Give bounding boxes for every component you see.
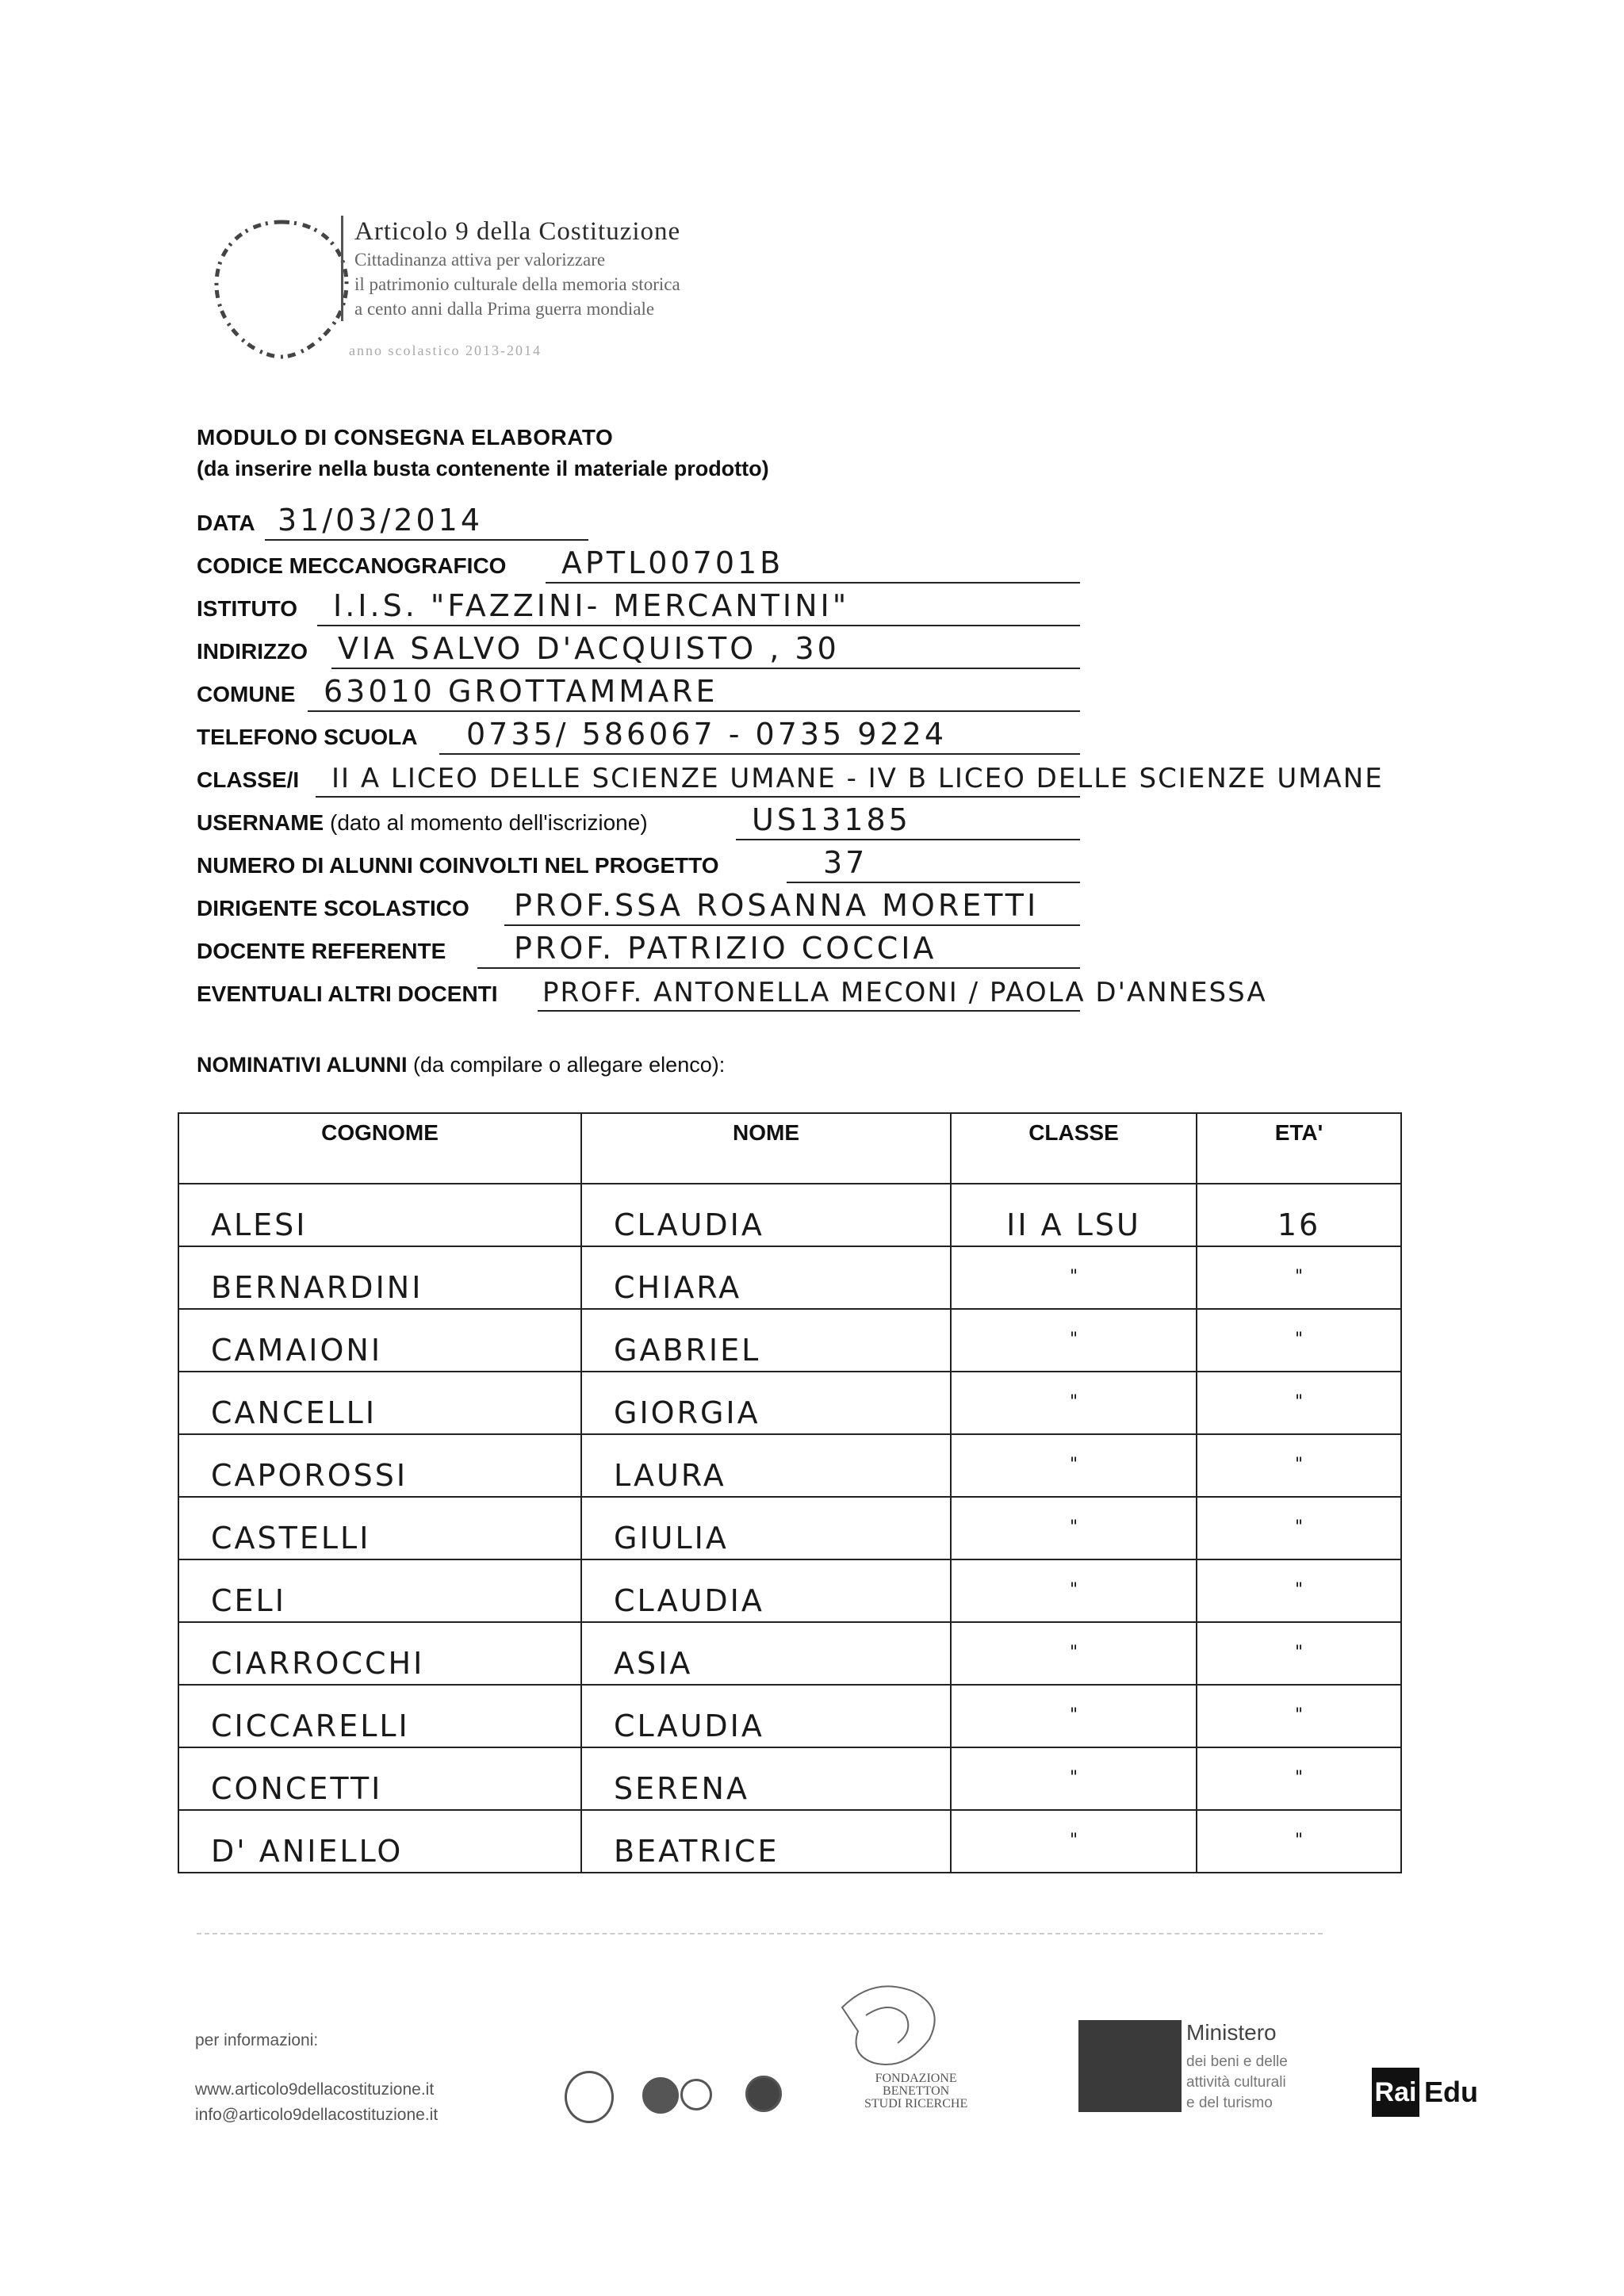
email-link[interactable]: info@articolo9dellacostituzione.it (195, 2106, 439, 2124)
field-username (197, 799, 1085, 840)
cell-nome[interactable]: CHIARA (581, 1246, 951, 1309)
column-header-cognome: COGNOME (178, 1113, 581, 1184)
foundation-name (864, 2072, 967, 2110)
foundation-line: STUDI RICERCHE (864, 2097, 968, 2110)
field-label: CODICE MECCANOGRAFICO (197, 553, 507, 578)
table-row (178, 1372, 1401, 1434)
republic-emblem-icon (565, 2071, 614, 2123)
classe-value[interactable]: II A LICEO DELLE SCIENZE UMANE - IV B LICEO DELLE SCIENZE UMANE (331, 763, 1384, 794)
docente-value[interactable]: PROF. PATRIZIO COCCIA (514, 931, 937, 966)
students-heading-note: (da compilare o allegare elenco): (413, 1053, 726, 1077)
field-dirigente (197, 885, 1085, 926)
cell-nome[interactable]: CLAUDIA (581, 1184, 951, 1246)
cell-classe[interactable]: " (951, 1622, 1197, 1685)
field-altri-docenti (197, 970, 1386, 1012)
cell-classe[interactable]: " (951, 1810, 1197, 1873)
cell-cognome[interactable]: CANCELLI (178, 1372, 581, 1434)
column-header-classe: CLASSE (951, 1113, 1197, 1184)
cell-classe[interactable]: " (951, 1747, 1197, 1810)
field-underline (308, 710, 1080, 712)
field-label: NUMERO DI ALUNNI COINVOLTI NEL PROGETTO (197, 853, 719, 878)
footer-separator (197, 1933, 1323, 1934)
table-row (178, 1685, 1401, 1747)
field-label: EVENTUALI ALTRI DOCENTI (197, 982, 498, 1006)
form-title: MODULO DI CONSEGNA ELABORATO (197, 425, 614, 450)
partner-logo-icon (680, 2079, 712, 2110)
cell-cognome[interactable]: CICCARELLI (178, 1685, 581, 1747)
username-label: USERNAME (197, 810, 324, 835)
cell-cognome[interactable]: CONCETTI (178, 1747, 581, 1810)
cell-eta[interactable]: " (1197, 1434, 1401, 1497)
cell-cognome[interactable]: CIARROCCHI (178, 1622, 581, 1685)
info-label: per informazioni: (195, 2031, 319, 2049)
cell-nome[interactable]: CLAUDIA (581, 1685, 951, 1747)
cell-classe[interactable]: " (951, 1372, 1197, 1434)
field-underline (439, 753, 1080, 755)
rai-logo: Rai (1372, 2068, 1419, 2117)
field-label: DATA (197, 511, 255, 535)
field-label: ISTITUTO (197, 596, 298, 621)
codice-value[interactable]: APTL00701B (561, 545, 784, 580)
cell-cognome[interactable]: CASTELLI (178, 1497, 581, 1559)
field-data (197, 499, 593, 541)
header-line: Cittadinanza attiva per valorizzare (354, 250, 606, 270)
table-row (178, 1747, 1401, 1810)
field-alunni (197, 842, 1085, 883)
cell-nome[interactable]: CLAUDIA (581, 1559, 951, 1622)
date-value[interactable]: 31/03/2014 (278, 503, 484, 538)
cell-classe[interactable]: " (951, 1434, 1197, 1497)
cell-eta[interactable]: " (1197, 1497, 1401, 1559)
cell-nome[interactable]: GABRIEL (581, 1309, 951, 1372)
field-comune (197, 671, 1085, 712)
field-underline (787, 882, 1080, 883)
comune-value[interactable]: 63010 GROTTAMMARE (324, 674, 718, 709)
cell-classe[interactable]: " (951, 1497, 1197, 1559)
field-underline (265, 539, 588, 541)
cell-classe[interactable]: " (951, 1246, 1197, 1309)
cell-eta[interactable]: " (1197, 1559, 1401, 1622)
cell-eta[interactable]: " (1197, 1246, 1401, 1309)
cell-eta[interactable]: " (1197, 1622, 1401, 1685)
username-note: (dato al momento dell'iscrizione) (330, 810, 648, 835)
articolo9-logo-ring (202, 208, 361, 366)
partner-logo-icon (642, 2077, 679, 2114)
ministry-line: attività culturali (1186, 2074, 1286, 2091)
website-link[interactable]: www.articolo9dellacostituzione.it (195, 2080, 435, 2099)
field-istituto (197, 585, 1085, 626)
cell-nome[interactable]: GIORGIA (581, 1372, 951, 1434)
field-codice (197, 542, 1085, 584)
mibac-logo-icon (1078, 2020, 1182, 2112)
field-underline (736, 839, 1080, 840)
column-header-eta: ETA' (1197, 1113, 1401, 1184)
students-heading (197, 1053, 725, 1077)
cell-cognome[interactable]: CELI (178, 1559, 581, 1622)
rai-logo-suffix: Edu (1424, 2076, 1478, 2108)
table-row (178, 1622, 1401, 1685)
field-indirizzo (197, 628, 1085, 669)
cell-cognome[interactable]: D' ANIELLO (178, 1810, 581, 1873)
field-label: DIRIGENTE SCOLASTICO (197, 896, 469, 920)
field-label: INDIRIZZO (197, 639, 308, 664)
table-row (178, 1810, 1401, 1873)
field-telefono (197, 714, 1085, 755)
field-underline (331, 668, 1080, 669)
cell-classe[interactable]: II A LSU (951, 1184, 1197, 1246)
telefono-value[interactable]: 0735/ 586067 - 0735 9224 (466, 717, 948, 752)
field-docente (197, 928, 1085, 969)
cell-eta[interactable]: 16 (1197, 1184, 1401, 1246)
cell-nome[interactable]: LAURA (581, 1434, 951, 1497)
username-value[interactable]: US13185 (752, 802, 911, 837)
indirizzo-value[interactable]: VIA SALVO D'ACQUISTO , 30 (338, 631, 840, 666)
table-row (178, 1309, 1401, 1372)
header-block (341, 216, 862, 321)
table-row (178, 1559, 1401, 1622)
cell-cognome[interactable]: CAMAIONI (178, 1309, 581, 1372)
dirigente-value[interactable]: PROF.SSA ROSANNA MORETTI (514, 888, 1040, 923)
field-label: CLASSE/I (197, 767, 300, 792)
cell-nome[interactable]: BEATRICE (581, 1810, 951, 1873)
field-underline (504, 924, 1080, 926)
cell-eta[interactable]: " (1197, 1309, 1401, 1372)
cell-nome[interactable]: GIULIA (581, 1497, 951, 1559)
cell-classe[interactable]: " (951, 1309, 1197, 1372)
cell-eta[interactable]: " (1197, 1747, 1401, 1810)
field-label: TELEFONO SCUOLA (197, 725, 418, 749)
header-line: a cento anni dalla Prima guerra mondiale (354, 299, 655, 319)
table-row (178, 1246, 1401, 1309)
foundation-line: FONDAZIONE (875, 2072, 957, 2085)
cell-cognome[interactable]: BERNARDINI (178, 1246, 581, 1309)
field-label: COMUNE (197, 682, 296, 706)
field-underline (317, 625, 1080, 626)
header-line: il patrimonio culturale della memoria storica (354, 274, 680, 294)
ministry-subtitle (1186, 2052, 1288, 2114)
ministry-title: Ministero (1186, 2020, 1277, 2045)
students-table (178, 1112, 1402, 1873)
cell-classe[interactable]: " (951, 1685, 1197, 1747)
column-header-nome: NOME (581, 1113, 951, 1184)
cell-nome[interactable]: ASIA (581, 1622, 951, 1685)
students-heading-title: NOMINATIVI ALUNNI (197, 1053, 408, 1077)
field-underline (477, 967, 1080, 969)
field-underline (538, 1010, 1080, 1012)
header-title: Articolo 9 della Costituzione (354, 217, 681, 246)
cell-cognome[interactable]: ALESI (178, 1184, 581, 1246)
form-subtitle: (da inserire nella busta contenente il materiale prodotto) (197, 457, 769, 480)
istituto-value[interactable]: I.I.S. "FAZZINI- MERCANTINI" (333, 588, 850, 623)
partner-logo-icon (745, 2076, 782, 2112)
field-underline (316, 796, 1080, 798)
table-row (178, 1184, 1401, 1246)
cell-eta[interactable]: " (1197, 1372, 1401, 1434)
cell-classe[interactable]: " (951, 1559, 1197, 1622)
cell-eta[interactable]: " (1197, 1685, 1401, 1747)
foundation-line: BENETTON (883, 2084, 950, 2098)
school-year: anno scolastico 2013-2014 (349, 342, 542, 358)
altri-docenti-value[interactable]: PROFF. ANTONELLA MECONI / PAOLA D'ANNESSA (542, 977, 1267, 1008)
cell-cognome[interactable]: CAPOROSSI (178, 1434, 581, 1497)
footer-info (195, 2028, 438, 2128)
alunni-value[interactable]: 37 (823, 845, 868, 880)
cell-nome[interactable]: SERENA (581, 1747, 951, 1810)
ministry-line: e del turismo (1186, 2095, 1273, 2111)
table-header-row (178, 1113, 1401, 1184)
table-row (178, 1497, 1401, 1559)
ministry-line: dei beni e delle (1186, 2053, 1288, 2070)
field-underline (546, 582, 1080, 584)
table-row (178, 1434, 1401, 1497)
cell-eta[interactable]: " (1197, 1810, 1401, 1873)
field-label: DOCENTE REFERENTE (197, 939, 446, 963)
field-classe (197, 756, 1545, 798)
field-label (197, 810, 648, 836)
